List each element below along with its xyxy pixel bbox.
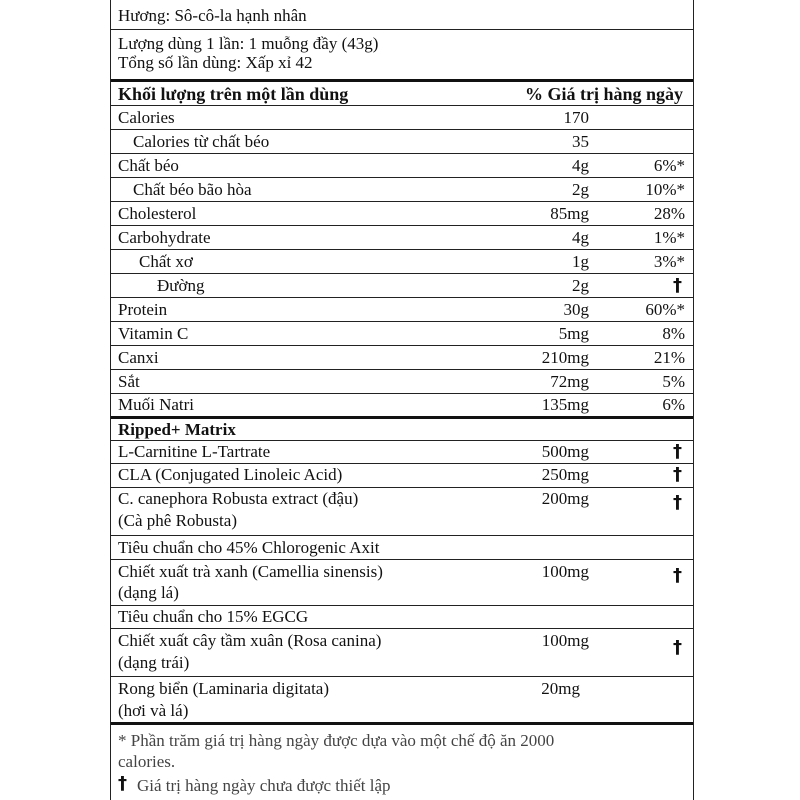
dagger-icon: †	[673, 275, 682, 296]
footnotes	[111, 725, 693, 800]
nutrient-row	[111, 202, 693, 226]
nutrient-name: Đường	[157, 276, 205, 295]
nutrient-name: Sắt	[118, 372, 140, 391]
nutrient-name: Chất béo bão hòa	[133, 180, 252, 199]
nutrient-name: Calories	[118, 108, 175, 127]
ingredient-amount: 500mg	[541, 442, 589, 461]
amount-per-serving-header: Khối lượng trên một lần dùng	[118, 84, 349, 104]
ingredient-name: CLA (Conjugated Linoleic Acid)	[118, 465, 343, 484]
flavor-row	[111, 0, 693, 30]
nutrient-amount: 72mg	[550, 372, 589, 391]
daily-value-header: % Giá trị hàng ngày	[524, 84, 683, 104]
dagger-icon: †	[673, 441, 682, 462]
nutrient-name: Protein	[118, 300, 168, 319]
matrix-row	[111, 677, 693, 725]
matrix-row	[111, 464, 693, 488]
nutrient-daily-value: 6%*	[653, 156, 685, 175]
nutrient-amount: 35	[572, 132, 589, 151]
nutrient-daily-value: 60%*	[645, 300, 685, 319]
nutrient-name: Calories từ chất béo	[133, 132, 270, 151]
nutrient-amount: 2g	[572, 180, 589, 199]
ingredient-name: Rong biển (Laminaria digitata)	[118, 679, 330, 698]
nutrient-row	[111, 106, 693, 130]
ingredient-subname: (hơi và lá)	[118, 701, 189, 720]
footnote-daily-value-cont: calories.	[118, 752, 176, 771]
nutrient-amount: 170	[563, 108, 589, 127]
nutrient-name: Cholesterol	[118, 204, 197, 223]
nutrient-row	[111, 298, 693, 322]
nutrient-row	[111, 226, 693, 250]
nutrient-name: Carbohydrate	[118, 228, 211, 247]
ingredient-name: C. canephora Robusta extract (đậu)	[118, 489, 359, 508]
nutrient-row	[111, 322, 693, 346]
nutrient-daily-value: 10%*	[645, 180, 685, 199]
matrix-row	[111, 488, 693, 536]
nutrient-row	[111, 394, 693, 419]
nutrient-name: Vitamin C	[118, 324, 189, 343]
serving-size-text: Lượng dùng 1 lần: 1 muỗng đầy (43g)	[118, 34, 379, 53]
nutrient-row	[111, 274, 693, 298]
flavor-text: Hương: Sô-cô-la hạnh nhân	[118, 6, 307, 25]
ingredient-amount: 20mg	[541, 679, 580, 698]
footnote-not-established: Giá trị hàng ngày chưa được thiết lập	[137, 776, 391, 795]
nutrient-amount: 1g	[572, 252, 589, 271]
supplement-facts-panel	[110, 0, 694, 800]
matrix-row	[111, 629, 693, 677]
dagger-icon: †	[118, 773, 127, 794]
ingredient-amount: 200mg	[541, 489, 589, 508]
nutrient-amount: 2g	[572, 276, 589, 295]
nutrient-daily-value: 3%*	[653, 252, 685, 271]
standardization-note: Tiêu chuẩn cho 45% Chlorogenic Axit	[118, 538, 380, 557]
nutrient-row	[111, 346, 693, 370]
nutrient-daily-value: 5%	[662, 372, 685, 391]
servings-text: Tổng số lần dùng: Xấp xỉ 42	[118, 53, 313, 72]
nutrient-amount: 210mg	[541, 348, 589, 367]
dagger-icon: †	[673, 492, 682, 513]
nutrient-row	[111, 250, 693, 274]
dagger-icon: †	[673, 565, 682, 586]
matrix-title-row	[111, 419, 693, 441]
ingredient-amount: 250mg	[541, 465, 589, 484]
dagger-icon: †	[673, 637, 682, 658]
nutrient-daily-value: 21%	[653, 348, 685, 367]
nutrient-name: Chất béo	[118, 156, 179, 175]
ingredient-name: L-Carnitine L-Tartrate	[118, 442, 271, 461]
matrix-note-row	[111, 606, 693, 629]
ingredient-amount: 100mg	[541, 631, 589, 650]
ingredient-subname: (dạng lá)	[118, 583, 179, 602]
nutrient-row	[111, 130, 693, 154]
nutrient-amount: 30g	[563, 300, 589, 319]
matrix-note-row	[111, 536, 693, 560]
nutrient-row	[111, 154, 693, 178]
ingredient-subname: (dạng trái)	[118, 653, 190, 672]
nutrient-amount: 135mg	[541, 395, 589, 414]
nutrient-daily-value: 28%	[653, 204, 685, 223]
matrix-row	[111, 560, 693, 606]
nutrient-daily-value: 8%	[662, 324, 685, 343]
ingredient-subname: (Cà phê Robusta)	[118, 511, 237, 530]
ingredient-amount: 100mg	[541, 562, 589, 581]
serving-info-row	[111, 30, 693, 82]
dagger-icon: †	[673, 464, 682, 485]
nutrient-daily-value: 6%	[662, 395, 685, 414]
nutrient-row	[111, 178, 693, 202]
ingredient-name: Chiết xuất cây tầm xuân (Rosa canina)	[118, 631, 382, 650]
standardization-note: Tiêu chuẩn cho 15% EGCG	[118, 607, 309, 626]
nutrient-amount: 4g	[572, 228, 589, 247]
footnote-daily-value: * Phần trăm giá trị hàng ngày được dựa vào một chế độ ăn 2000	[118, 731, 555, 750]
nutrient-amount: 85mg	[550, 204, 589, 223]
ingredient-name: Chiết xuất trà xanh (Camellia sinensis)	[118, 562, 383, 581]
nutrient-row	[111, 370, 693, 394]
nutrient-name: Canxi	[118, 348, 159, 367]
nutrient-amount: 5mg	[558, 324, 589, 343]
nutrient-name: Chất xơ	[139, 252, 193, 271]
column-header-row	[111, 82, 693, 106]
nutrient-daily-value: 1%*	[653, 228, 685, 247]
matrix-row	[111, 441, 693, 464]
matrix-title: Ripped+ Matrix	[118, 420, 236, 439]
nutrient-name: Muối Natri	[118, 395, 195, 414]
nutrient-amount: 4g	[572, 156, 589, 175]
